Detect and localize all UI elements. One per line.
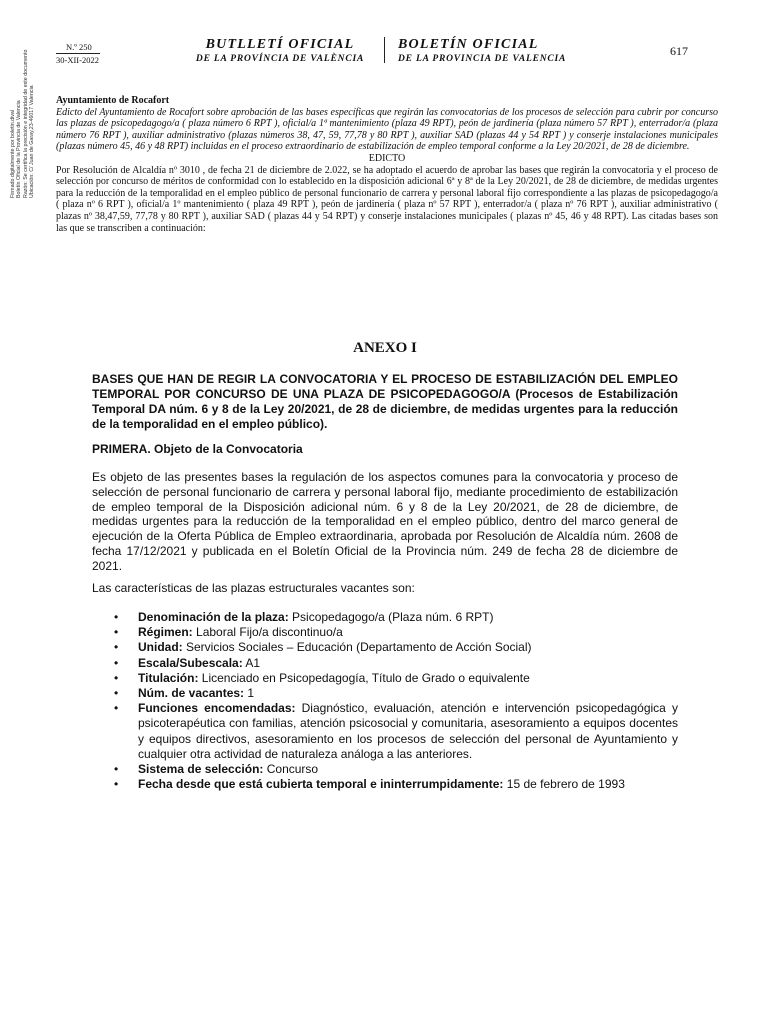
feature-label: Régimen: [138, 625, 193, 640]
header-valencian [180, 37, 380, 65]
page-number: 617 [670, 44, 688, 58]
feature-label: Sistema de selección: [138, 762, 264, 777]
bullet-icon: • [114, 655, 119, 670]
list-item [92, 701, 678, 762]
vacancy-features-list [92, 610, 678, 792]
bullet-icon: • [114, 762, 119, 777]
stamp-line: Ubicación: C/ Juan de Garay,23-46017 Valencia [29, 85, 36, 198]
list-item [92, 610, 678, 625]
list-item [92, 656, 678, 671]
feature-label: Unidad: [138, 640, 183, 655]
header-spanish [398, 37, 598, 65]
edict-label: EDICTO [368, 152, 406, 164]
bullet-icon: • [114, 701, 119, 716]
feature-value: 15 de febrero de 1993 [503, 777, 625, 792]
section-primera-heading: PRIMERA. Objeto de la Convocatoria [92, 442, 303, 456]
stamp-line: Razón: Se certifica la precisión e integridad de este documento [22, 49, 29, 198]
edict-summary: Edicto del Ayuntamiento de Rocafort sobre aprobación de las bases específicas que regirán las convocatorias de los procesos de selección para cubrir por concurso las plazas de psicopedagogo/a ( plaza número 6 RPT ), oficial/a 1ª mantenimiento (plaza 49 RPT), peón de jardinería (plaza número 57 RPT ), enterrador/a (plaza número 76 RPT ), auxiliar administrativo (plazas números 38, 47, 59, 77,78 y 80 RPT ), auxiliar SAD (plazas 44 y 54 RPT ) y conserje instalaciones municipales (plazas número 45, 46 y 48 RPT) incluidas en el proceso extraordinario de estabilización de empleo temporal conforme a la Ley 20/2021, de 28 de diciembre. [56, 106, 718, 153]
edict-intro [56, 95, 718, 234]
bullet-icon: • [114, 686, 119, 701]
feature-value: Servicios Sociales – Educación (Departamento de Acción Social) [182, 640, 532, 655]
bullet-icon: • [114, 610, 119, 624]
header-right-subtitle: DE LA PROVINCIA DE VALENCIA [398, 54, 567, 64]
stamp-line: Boletín Oficial de la Provincia de Valencia [16, 100, 23, 198]
list-item [92, 777, 678, 792]
feature-value: Licenciado en Psicopedagogía, Título de Grado o equivalente [198, 670, 530, 685]
feature-label: Escala/Subescala: [138, 655, 243, 670]
feature-value: Laboral Fijo/a discontinuo/a [192, 625, 343, 640]
bullet-icon: • [114, 670, 119, 685]
feature-value: A1 [242, 655, 261, 670]
list-item [92, 762, 678, 777]
stamp-line: Firmado digitalmente por boletin.dival [10, 109, 16, 198]
issue-date: 30-XII-2022 [56, 55, 99, 65]
header-divider [384, 37, 385, 63]
list-item [92, 686, 678, 701]
header-left-subtitle: DE LA PROVÍNCIA DE VALÈNCIA [195, 54, 365, 64]
feature-value: Psicopedagogo/a (Plaza núm. 6 RPT) [288, 610, 494, 624]
feature-value: Concurso [263, 762, 319, 777]
issue-number: N.º 250 [66, 42, 92, 52]
edict-body: Por Resolución de Alcaldía nº 3010 , de fecha 21 de diciembre de 2.022, se ha adoptado el acuerdo de aprobar las bases que regirán la convocatoria y el proceso de selección por concurso de méritos de conformidad con lo establecido en la disposición adicional 6ª y 8ª de la Ley 20/2021, de 28 de diciembre, de medidas urgentes para la reducción de la temporalidad en el empleo público de personal funcionario de carrera y personal laboral fijo correspondiente a las plazas de psicopedagogo/a ( plaza nº 6 RPT ), oficial/a 1º mantenimiento ( plaza 49 RPT ), peón de jardinería ( plaza nº 57 RPT ), enterrador/a ( plaza nº 76 RPT ), auxiliar administrativo ( plazas nº 38,47,59, 77,78 y 80 RPT ), auxiliar SAD ( plazas 44 y 54 RPT) y conserje instalaciones municipales ( plazas nº 45, 46 y 48 RPT). Las citadas bases son las que se transcriben a continuación: [56, 164, 718, 234]
list-item [92, 625, 678, 640]
bullet-icon: • [114, 777, 119, 792]
feature-value: 1 [244, 686, 255, 701]
feature-label: Funciones encomendadas: [138, 701, 296, 716]
list-item [92, 671, 678, 686]
object-paragraph: Es objeto de las presentes bases la regulación de los aspectos comunes para la convocatoria y proceso de selección de personal funcionario de carrera y personal laboral fijo, mediante procedimiento de estabilización de empleo temporal de la Disposición adicional núm. 6 y 8 de la Ley 20/2021, de 28 de diciembre, de medidas urgentes para la reducción de la temporalidad en el empleo público, dentro del marco general de ejecución de la Oferta Pública de Empleo extraordinaria, aprobada por Resolución de Alcaldía núm. 2608 de fecha 17/12/2021 y publicada en el Boletín Oficial de la Provincia núm. 249 de fecha 28 de diciembre de 2021. [92, 470, 678, 573]
feature-label: Titulación: [138, 670, 199, 685]
annex-title: ANEXO I [353, 340, 417, 356]
bullet-icon: • [114, 625, 119, 640]
issue-info [56, 42, 100, 65]
feature-value: Diagnóstico, evaluación, atención e intervención psicopedagógica y psicoterapéutica con familias, atención psicosocial y comunitaria, asesoramiento a equipos docentes y equipos directivos, asesoramiento en los procesos de selección del personal de Ayuntamiento y cualquier otra actividad de naturaleza análoga a las anteriores. [138, 701, 678, 761]
list-item [92, 640, 678, 655]
issue-rule [56, 53, 100, 54]
header-right-title: BOLETÍN OFICIAL [398, 37, 539, 52]
header-left-title: BUTLLETÍ OFICIAL [205, 37, 355, 52]
feature-label: Fecha desde que está cubierta temporal e ininterrumpidamente: [138, 777, 504, 792]
feature-label: Núm. de vacantes: [138, 686, 245, 701]
bullet-icon: • [114, 640, 119, 655]
organization-name: Ayuntamiento de Rocafort [56, 95, 170, 106]
vacancies-intro: Las características de las plazas estructurales vacantes son: [92, 581, 415, 595]
feature-label: Denominación de la plaza: [138, 610, 289, 624]
bases-heading: BASES QUE HAN DE REGIR LA CONVOCATORIA Y EL PROCESO DE ESTABILIZACIÓN DEL EMPLEO TEMPORAL POR CONCURSO DE UNA PLAZA DE PSICOPEDAGOGO/A (Procesos de Estabilización Temporal DA núm. 6 y 8 de la Ley 20/2021, de 28 de diciembre, de medidas urgentes para la reducción de la temporalidad en el empleo público). [92, 372, 678, 431]
